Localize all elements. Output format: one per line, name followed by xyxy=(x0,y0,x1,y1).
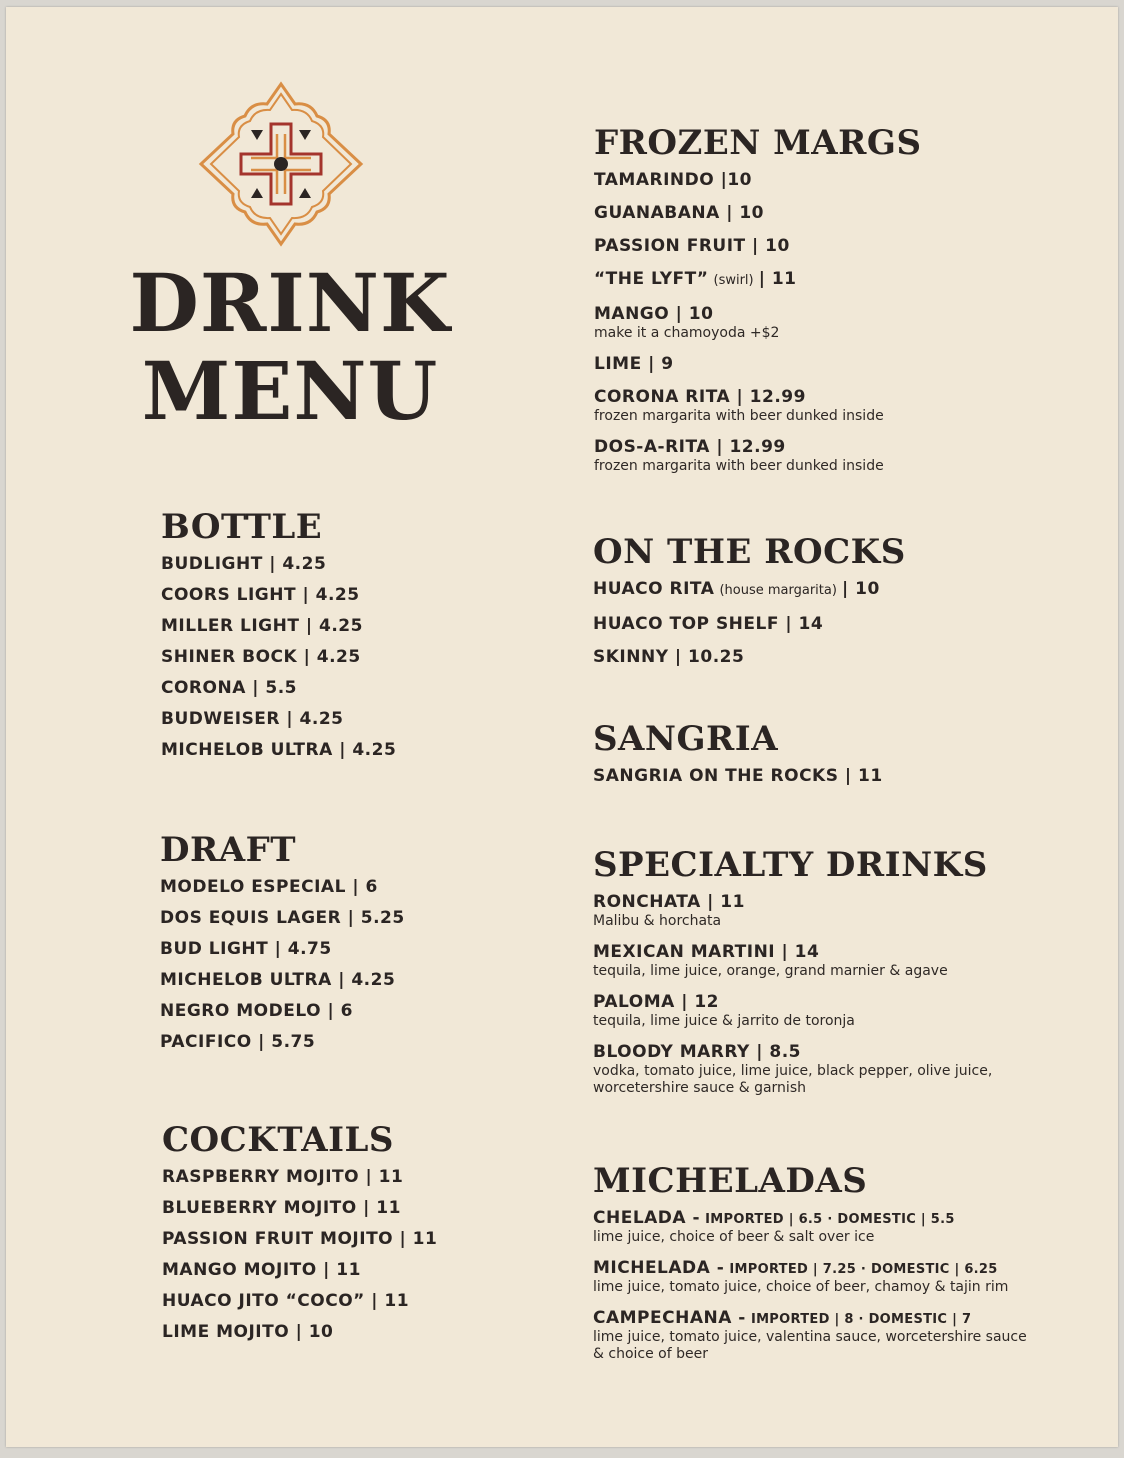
item-line xyxy=(594,386,922,408)
draft-list xyxy=(160,876,405,1062)
item-name: TAMARINDO |10 xyxy=(594,170,752,190)
menu-page xyxy=(6,7,1118,1447)
item-name: CORONA | 5.5 xyxy=(161,678,298,698)
specialty-drinks-section xyxy=(593,845,992,1108)
menu-item xyxy=(160,1031,405,1062)
item-description: lime juice, choice of beer & salt over ice xyxy=(593,1229,875,1245)
rocks-list xyxy=(593,578,906,668)
menu-item xyxy=(160,876,405,907)
frozen-margs-section xyxy=(594,123,922,486)
section-heading: BOTTLE xyxy=(161,507,323,547)
section-heading: FROZEN MARGS xyxy=(594,123,922,163)
item-description: vodka, tomato juice, lime juice, black pepper, olive juice, xyxy=(593,1063,993,1079)
item-line xyxy=(593,578,906,602)
item-description: frozen margarita with beer dunked inside xyxy=(594,408,884,424)
item-line xyxy=(594,353,922,375)
draft-section xyxy=(160,830,405,1062)
item-name: MICHELADA - xyxy=(593,1258,725,1278)
item-name: CAMPECHANA - xyxy=(593,1308,746,1328)
menu-item xyxy=(594,386,922,425)
item-name: HUACO RITA xyxy=(593,579,715,599)
item-name: MICHELOB ULTRA | 4.25 xyxy=(161,740,397,760)
section-heading: SANGRIA xyxy=(593,719,779,759)
title-line-2: MENU xyxy=(141,344,439,438)
item-name: “THE LYFT” xyxy=(594,269,709,289)
menu-item xyxy=(160,907,405,938)
item-description: lime juice, tomato juice, choice of beer, chamoy & tajin rim xyxy=(593,1279,1009,1295)
item-line xyxy=(594,235,922,257)
item-name: NEGRO MODELO | 6 xyxy=(160,1001,353,1021)
menu-item xyxy=(162,1197,437,1228)
item-description: Malibu & horchata xyxy=(593,913,722,929)
menu-item xyxy=(593,613,906,635)
item-name: BUDWEISER | 4.25 xyxy=(161,709,344,729)
item-tier-prices: IMPORTED | 6.5 · DOMESTIC | 5.5 xyxy=(705,1212,955,1227)
bottle-section xyxy=(161,507,396,770)
item-name: MICHELOB ULTRA | 4.25 xyxy=(160,970,396,990)
item-name: HUACO JITO “COCO” | 11 xyxy=(162,1291,410,1311)
menu-item xyxy=(593,578,906,602)
item-name: LIME | 9 xyxy=(594,354,674,374)
item-name: GUANABANA | 10 xyxy=(594,203,764,223)
item-name: SHINER BOCK | 4.25 xyxy=(161,647,361,667)
menu-item xyxy=(161,584,396,615)
item-name: BLUEBERRY MOJITO | 11 xyxy=(162,1198,401,1218)
item-name: PACIFICO | 5.75 xyxy=(160,1032,316,1052)
item-line xyxy=(594,436,922,458)
item-line xyxy=(594,268,922,292)
menu-item xyxy=(594,353,922,375)
item-name: DOS-A-RITA | 12.99 xyxy=(594,437,786,457)
item-name: MANGO | 10 xyxy=(594,304,714,324)
section-heading: SPECIALTY DRINKS xyxy=(593,845,988,885)
sangria-list xyxy=(593,765,883,787)
item-line xyxy=(593,991,992,1013)
menu-item xyxy=(161,615,396,646)
item-name: PASSION FRUIT | 10 xyxy=(594,236,790,256)
item-line xyxy=(593,613,906,635)
menu-item xyxy=(162,1290,437,1321)
menu-item xyxy=(594,436,922,475)
on-the-rocks-section xyxy=(593,532,906,679)
item-name: MANGO MOJITO | 11 xyxy=(162,1260,361,1280)
item-description: tequila, lime juice & jarrito de toronja xyxy=(593,1013,855,1029)
micheladas-section xyxy=(593,1161,1027,1374)
menu-item xyxy=(594,169,922,191)
item-note: (swirl) xyxy=(713,273,754,288)
item-name: CORONA RITA | 12.99 xyxy=(594,387,806,407)
menu-item xyxy=(593,1041,992,1097)
diamond-ornament-icon xyxy=(196,79,366,249)
item-line xyxy=(593,941,992,963)
item-name: PALOMA | 12 xyxy=(593,992,720,1012)
item-name: PASSION FRUIT MOJITO | 11 xyxy=(162,1229,438,1249)
menu-item xyxy=(593,646,906,668)
section-heading: COCKTAILS xyxy=(162,1120,394,1160)
menu-item xyxy=(162,1321,437,1352)
item-name: COORS LIGHT | 4.25 xyxy=(161,585,360,605)
item-name: SANGRIA ON THE ROCKS | 11 xyxy=(593,766,883,786)
item-tier-prices: IMPORTED | 7.25 · DOMESTIC | 6.25 xyxy=(729,1262,998,1277)
menu-item xyxy=(160,969,405,1000)
menu-item xyxy=(162,1166,437,1197)
item-description: & choice of beer xyxy=(593,1346,708,1362)
menu-item xyxy=(593,891,992,930)
item-line xyxy=(593,765,883,787)
menu-item xyxy=(162,1259,437,1290)
item-line xyxy=(593,1207,1027,1229)
item-description: lime juice, tomato juice, valentina sauce, worcetershire sauce xyxy=(593,1329,1027,1345)
item-name: LIME MOJITO | 10 xyxy=(162,1322,334,1342)
item-name: DOS EQUIS LAGER | 5.25 xyxy=(160,908,405,928)
sangria-section xyxy=(593,719,883,798)
item-tier-prices: IMPORTED | 8 · DOMESTIC | 7 xyxy=(750,1312,972,1327)
menu-item xyxy=(593,1257,1027,1296)
item-line xyxy=(593,1307,1027,1329)
menu-item xyxy=(161,553,396,584)
specialty-list xyxy=(593,891,992,1097)
cocktails-list xyxy=(162,1166,437,1352)
menu-item xyxy=(161,646,396,677)
section-heading: ON THE ROCKS xyxy=(593,532,906,572)
menu-item xyxy=(160,1000,405,1031)
item-line xyxy=(594,169,922,191)
bottle-list xyxy=(161,553,396,770)
title-line-1: DRINK xyxy=(129,256,451,350)
item-line xyxy=(593,646,906,668)
menu-item xyxy=(593,991,992,1030)
item-line xyxy=(593,891,992,913)
item-line xyxy=(593,1257,1027,1279)
menu-item xyxy=(161,708,396,739)
micheladas-list xyxy=(593,1207,1027,1363)
menu-item xyxy=(593,1307,1027,1363)
frozen-list xyxy=(594,169,922,475)
menu-item xyxy=(161,677,396,708)
page-title xyxy=(110,256,470,438)
item-name: CHELADA - xyxy=(593,1208,701,1228)
item-description: tequila, lime juice, orange, grand marnier & agave xyxy=(593,963,948,979)
menu-item xyxy=(594,303,922,342)
item-line xyxy=(594,303,922,325)
menu-item xyxy=(593,941,992,980)
item-name: HUACO TOP SHELF | 14 xyxy=(593,614,824,634)
menu-item xyxy=(593,1207,1027,1246)
item-note: (house margarita) xyxy=(719,583,837,598)
item-name: BUDLIGHT | 4.25 xyxy=(161,554,327,574)
item-name: MEXICAN MARTINI | 14 xyxy=(593,942,820,962)
item-name: MILLER LIGHT | 4.25 xyxy=(161,616,363,636)
menu-item xyxy=(594,202,922,224)
item-name: BUD LIGHT | 4.75 xyxy=(160,939,332,959)
menu-item xyxy=(161,739,396,770)
item-price: | 10 xyxy=(842,579,880,599)
cocktails-section xyxy=(162,1120,437,1352)
section-heading: DRAFT xyxy=(160,830,297,870)
menu-item xyxy=(594,235,922,257)
item-description: make it a chamoyoda +$2 xyxy=(594,325,780,341)
item-description: worcetershire sauce & garnish xyxy=(593,1080,806,1096)
item-name: MODELO ESPECIAL | 6 xyxy=(160,877,378,897)
item-line xyxy=(594,202,922,224)
item-name: SKINNY | 10.25 xyxy=(593,647,745,667)
item-line xyxy=(593,1041,992,1063)
menu-item xyxy=(162,1228,437,1259)
menu-item xyxy=(160,938,405,969)
item-description: frozen margarita with beer dunked inside xyxy=(594,458,884,474)
menu-item xyxy=(594,268,922,292)
item-name: BLOODY MARRY | 8.5 xyxy=(593,1042,801,1062)
item-name: RONCHATA | 11 xyxy=(593,892,745,912)
item-name: RASPBERRY MOJITO | 11 xyxy=(162,1167,404,1187)
item-price: | 11 xyxy=(758,269,797,289)
menu-item xyxy=(593,765,883,787)
section-heading: MICHELADAS xyxy=(593,1161,868,1201)
